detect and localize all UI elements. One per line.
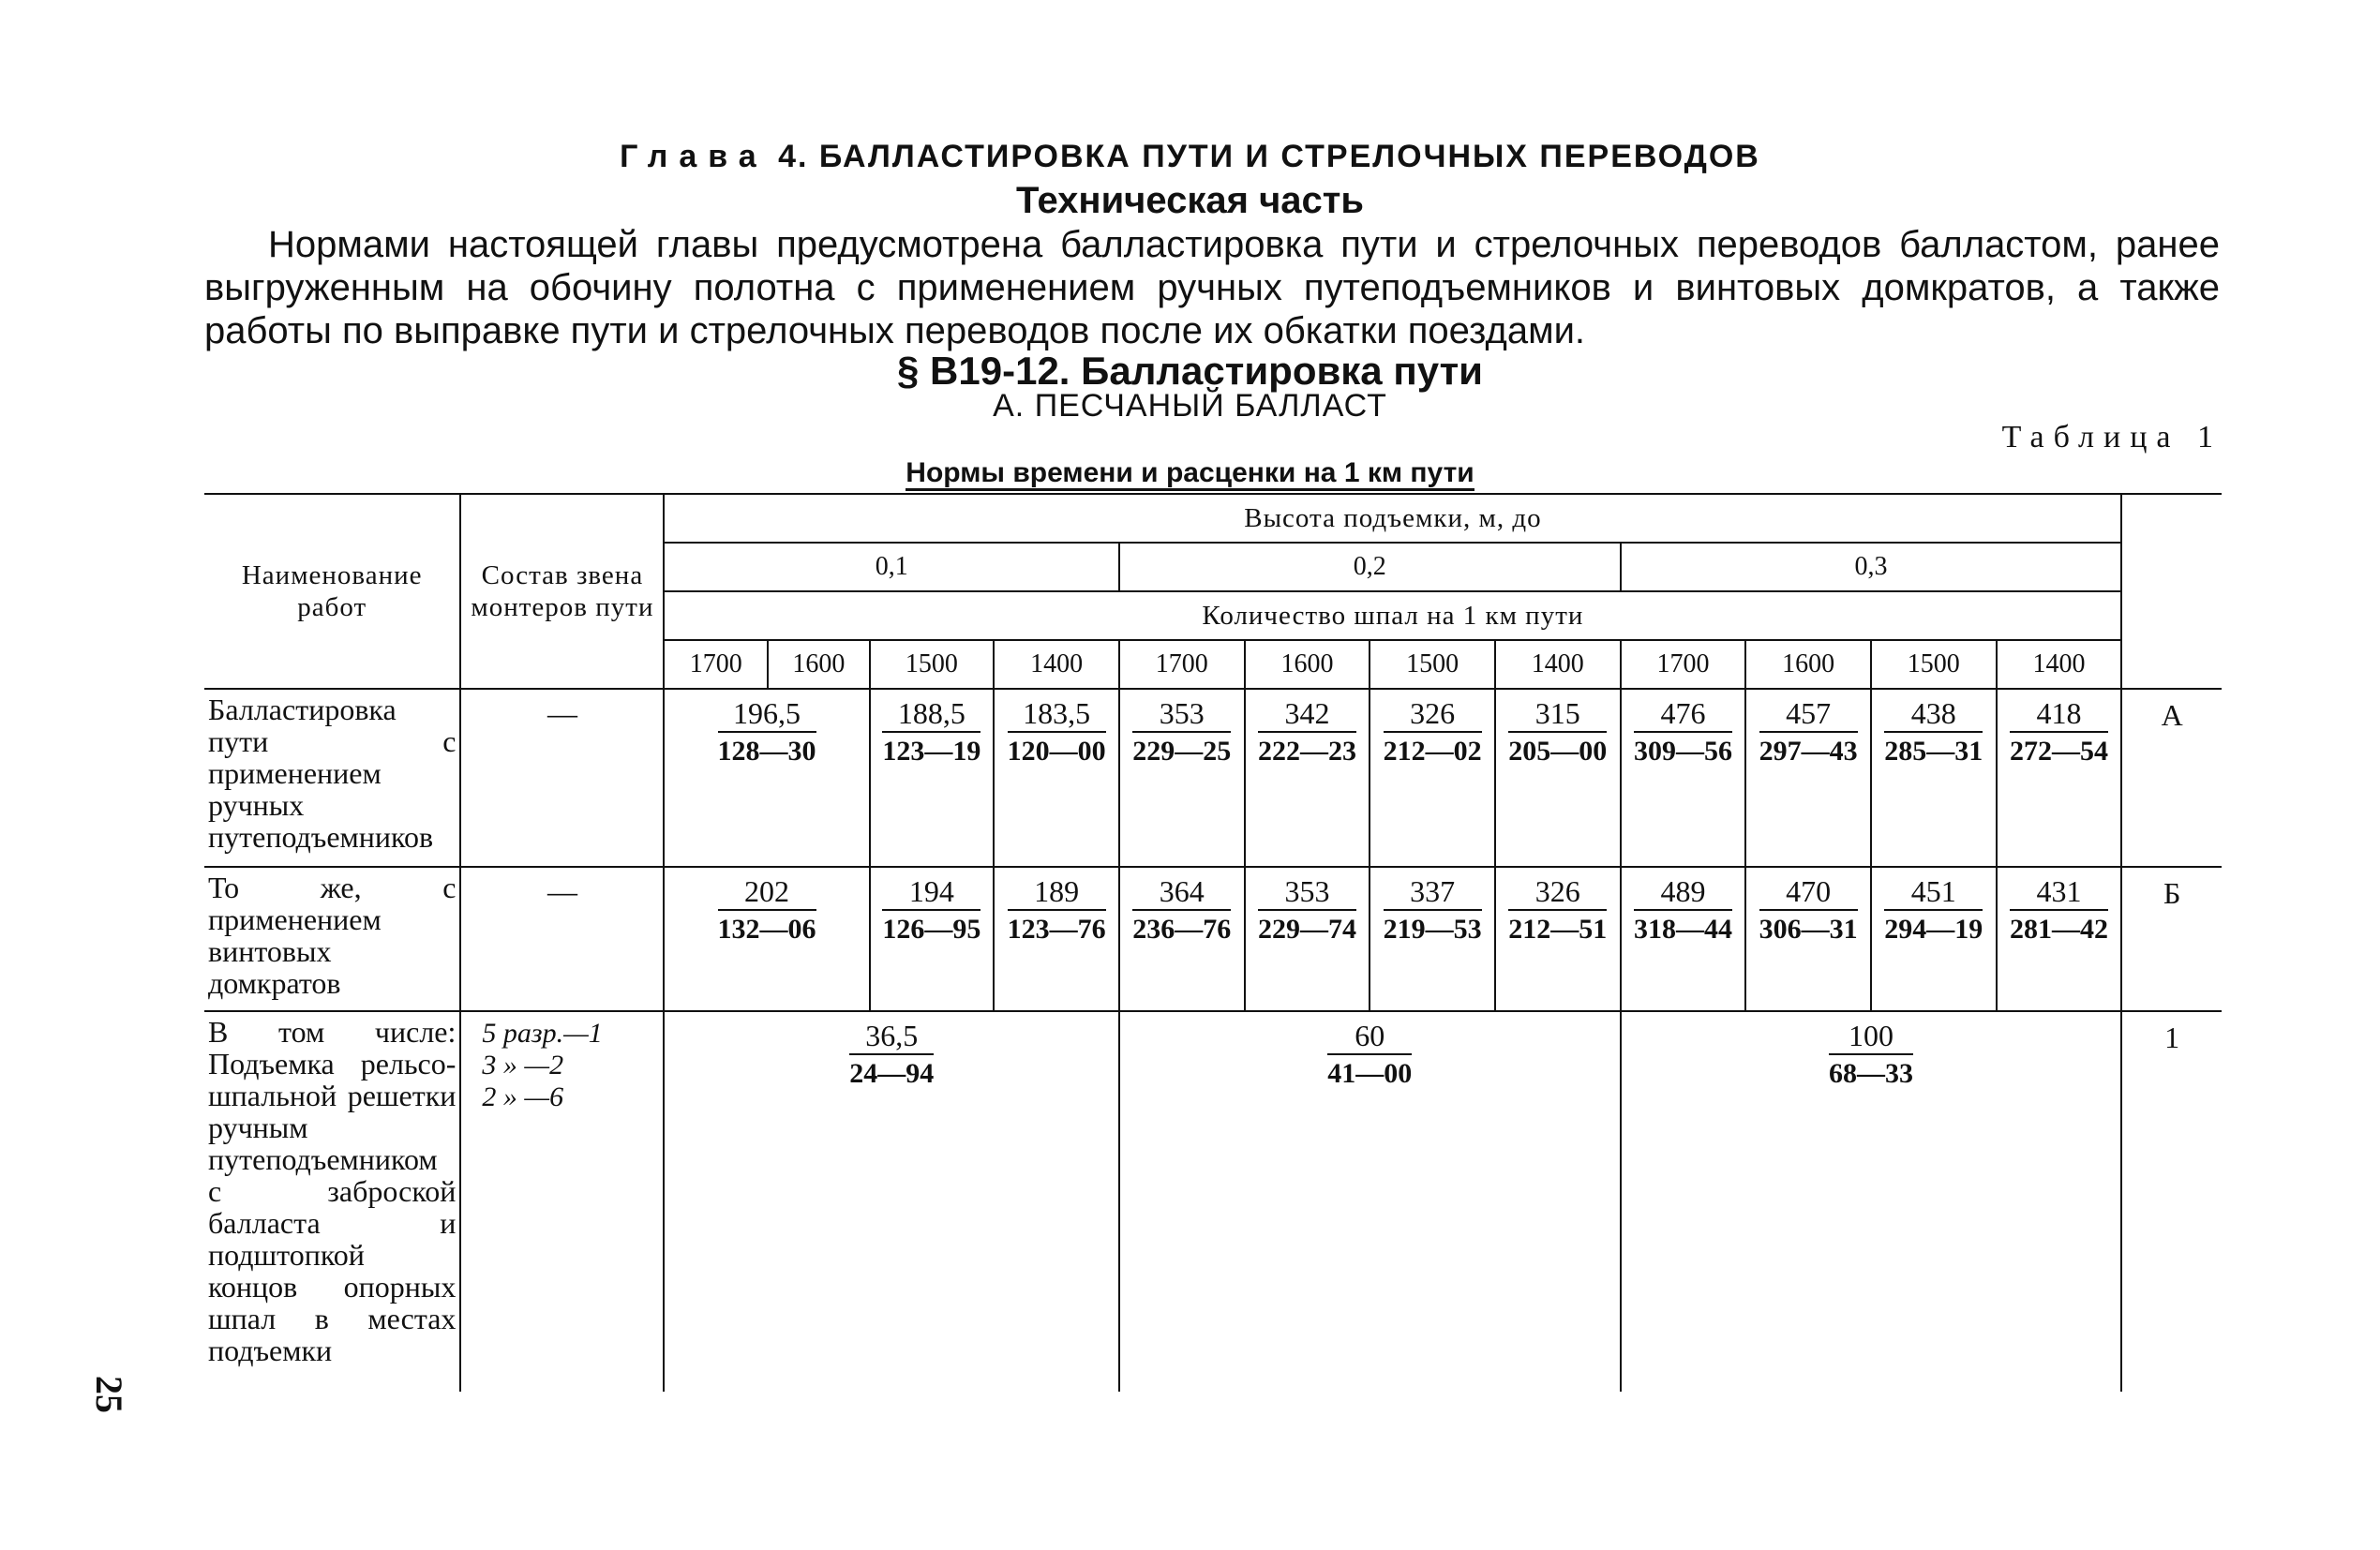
table-row	[204, 1011, 2222, 1392]
sleeper-count: 1700	[1621, 640, 1746, 689]
table-label: Таблица 1	[2001, 420, 2223, 455]
chapter-title: 4. БАЛЛАСТИРОВКА ПУТИ И СТРЕЛОЧНЫХ ПЕРЕВОДОВ	[778, 139, 1760, 174]
rate-cell: $\frac{364}{236—76}$	[1119, 867, 1245, 1011]
sleeper-count: 1400	[1495, 640, 1621, 689]
row-crew	[460, 1011, 664, 1392]
rate-cell: $\frac{196,5}{128—30}$	[664, 689, 869, 867]
row-name: То же, с применением винтовых домкратов	[204, 867, 460, 1011]
sleeper-count: 1700	[1119, 640, 1245, 689]
chapter-heading	[0, 139, 2380, 175]
sleeper-count: 1600	[1745, 640, 1871, 689]
rate-cell: $\frac{342}{222—23}$	[1245, 689, 1370, 867]
rate-cell: $\frac{194}{126—95}$	[870, 867, 995, 1011]
col-name-header: Наименование работ	[204, 494, 460, 689]
rate-cell: $\frac{438}{285—31}$	[1871, 689, 1997, 867]
crew-line: 5 разр.—1	[482, 1018, 603, 1049]
sleeper-count: 1500	[1871, 640, 1997, 689]
row-letter: Б	[2121, 867, 2222, 1011]
sleeper-count: 1700	[664, 640, 768, 689]
rate-cell: $\frac{202}{132—06}$	[664, 867, 869, 1011]
chapter-prefix: Глава	[620, 139, 768, 174]
crew-line: 2 » —6	[482, 1081, 564, 1112]
technical-part-heading: Техническая часть	[1016, 180, 1364, 221]
rate-cell: $\frac{60}{41—00}$	[1119, 1011, 1621, 1392]
row-name: Балластировка пути с применением ручных путеподъемников	[204, 689, 460, 867]
height-0-1: 0,1	[664, 543, 1118, 591]
row-name: В том числе: Подъемка рельсо-шпальной решетки ручным путеподъемником с заброской балласта и подштопкой концов опорных шпал в местах подъемки	[204, 1011, 460, 1392]
rate-cell: $\frac{353}{229—74}$	[1245, 867, 1370, 1011]
crew-line: 3 » —2	[482, 1050, 564, 1081]
height-0-3: 0,3	[1621, 543, 2122, 591]
row-letter: 1	[2121, 1011, 2222, 1392]
row-crew: —	[460, 689, 664, 867]
rate-cell: $\frac{476}{309—56}$	[1621, 689, 1746, 867]
intro-paragraph: Нормами настоящей главы предусмотрена балластировка пути и стрелочных переводов балластом, ранее выгруженным на обочину полотна с применением ручных путеподъемников и винтовых домкратов, а также работы по выправке пути и стрелочных переводов после их обкатки поездами.	[204, 224, 2220, 351]
rate-cell: $\frac{457}{297—43}$	[1745, 689, 1871, 867]
rate-cell: $\frac{315}{205—00}$	[1495, 689, 1621, 867]
rate-cell: $\frac{188,5}{123—19}$	[870, 689, 995, 867]
section-heading: § В19-12. Балластировка пути	[897, 349, 1483, 393]
rate-cell: $\frac{36,5}{24—94}$	[664, 1011, 1118, 1392]
sleeper-count: 1400	[1997, 640, 2122, 689]
page-number: 25	[88, 1376, 130, 1413]
sleeper-count: 1400	[994, 640, 1119, 689]
rate-cell: $\frac{418}{272—54}$	[1997, 689, 2122, 867]
row-letter: А	[2121, 689, 2222, 867]
letter-column-header	[2121, 494, 2222, 689]
height-0-2: 0,2	[1119, 543, 1621, 591]
rate-cell: $\frac{489}{318—44}$	[1621, 867, 1746, 1011]
table-caption: Нормы времени и расценки на 1 км пути	[0, 457, 2380, 489]
sleeper-count: 1500	[870, 640, 995, 689]
table-row	[204, 689, 2222, 867]
rate-cell: $\frac{431}{281—42}$	[1997, 867, 2122, 1011]
header-row-height	[204, 494, 2222, 543]
sleeper-count: 1600	[1245, 640, 1370, 689]
rate-cell: $\frac{189}{123—76}$	[994, 867, 1119, 1011]
col-sleepers-header: Количество шпал на 1 км пути	[664, 591, 2121, 640]
rate-cell: $\frac{337}{219—53}$	[1370, 867, 1495, 1011]
norms-table	[204, 493, 2222, 1392]
subsection-heading: А. ПЕСЧАНЫЙ БАЛЛАСТ	[993, 388, 1387, 424]
rate-cell: $\frac{451}{294—19}$	[1871, 867, 1997, 1011]
rate-cell: $\frac{326}{212—02}$	[1370, 689, 1495, 867]
rate-cell: $\frac{183,5}{120—00}$	[994, 689, 1119, 867]
sleeper-count: 1500	[1370, 640, 1495, 689]
rate-cell: $\frac{470}{306—31}$	[1745, 867, 1871, 1011]
rate-cell: $\frac{100}{68—33}$	[1621, 1011, 2122, 1392]
rate-cell: $\frac{353}{229—25}$	[1119, 689, 1245, 867]
col-height-header: Высота подъемки, м, до	[664, 494, 2121, 543]
row-crew: —	[460, 867, 664, 1011]
col-crew-header: Состав звена монтеров пути	[460, 494, 664, 689]
sleeper-count: 1600	[768, 640, 870, 689]
rate-cell: $\frac{326}{212—51}$	[1495, 867, 1621, 1011]
table-row	[204, 867, 2222, 1011]
